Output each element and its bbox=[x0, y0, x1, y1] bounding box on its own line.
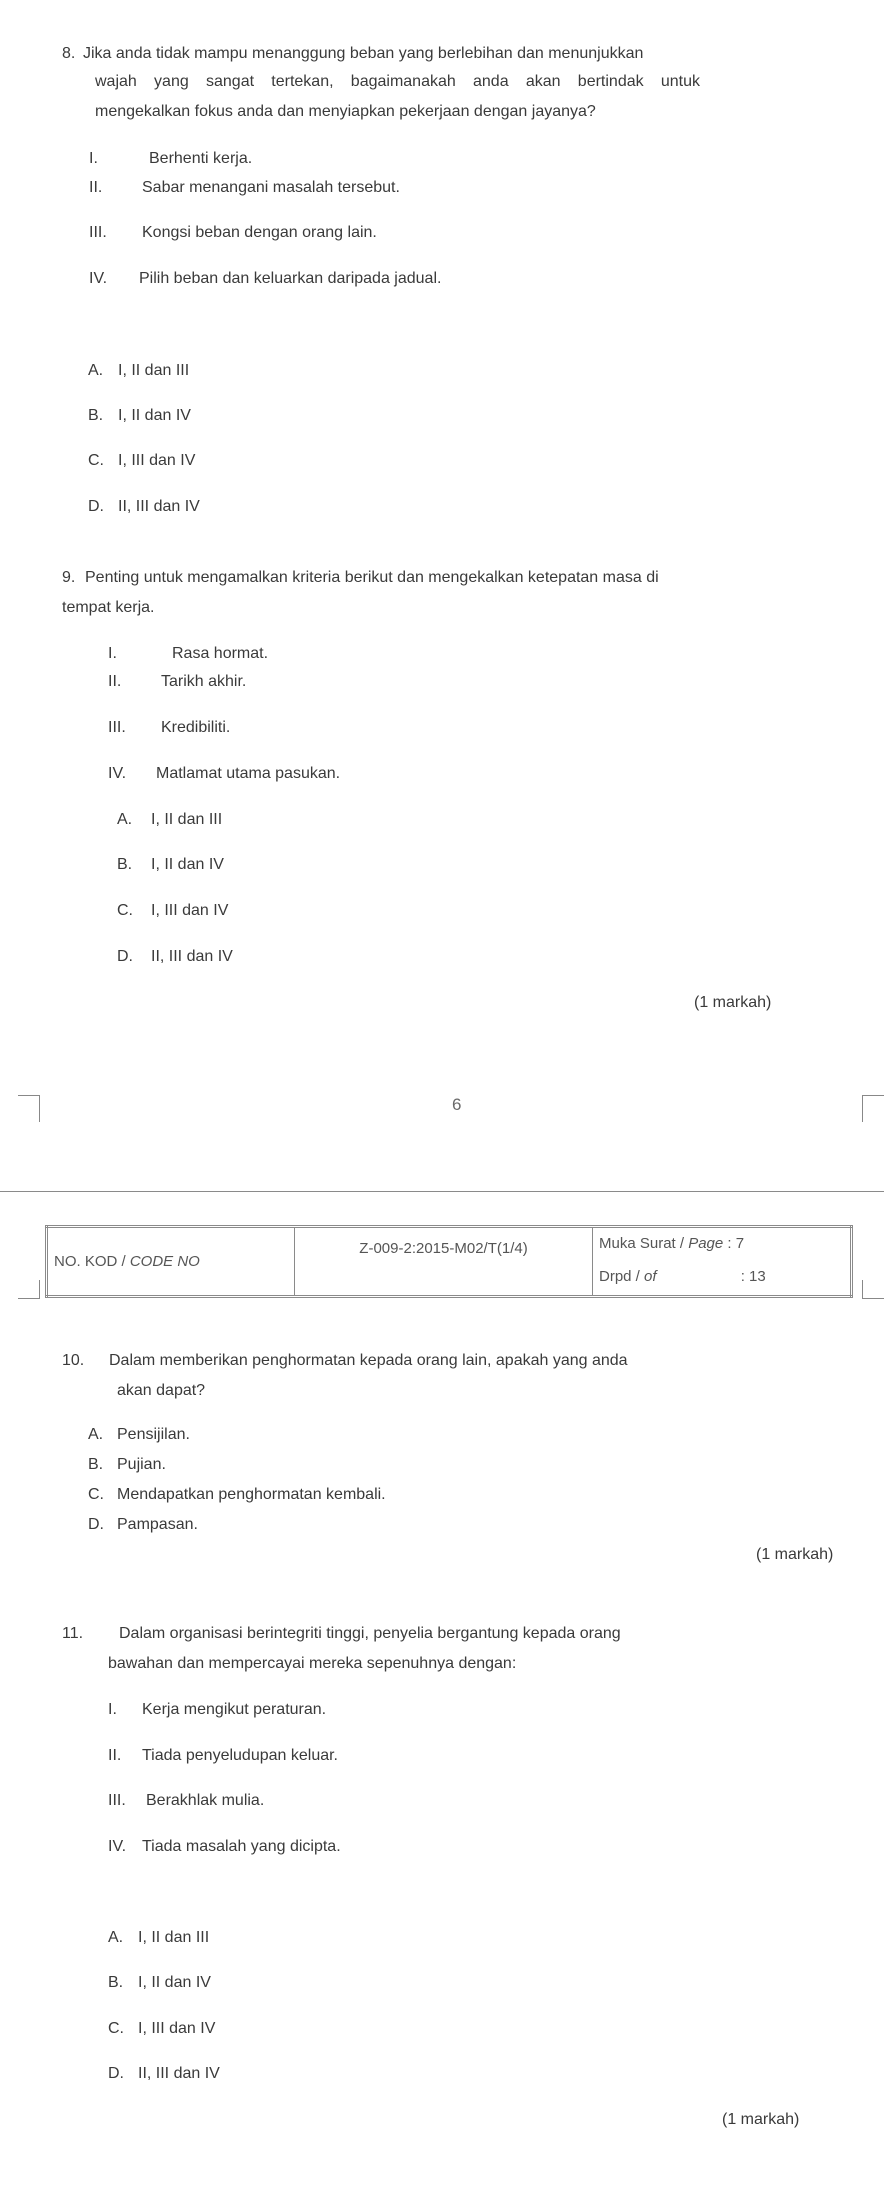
option-letter: C. bbox=[88, 1486, 104, 1503]
option-letter: D. bbox=[88, 1516, 104, 1533]
option-text: Pensijilan. bbox=[117, 1426, 190, 1443]
page-label: Muka Surat / bbox=[599, 1234, 689, 1252]
item-text: Berhenti kerja. bbox=[149, 150, 253, 167]
option-letter: A. bbox=[88, 362, 104, 379]
question-number: 9. bbox=[62, 569, 76, 586]
option-text: I, II dan III bbox=[118, 362, 190, 379]
item-text: Tarikh akhir. bbox=[161, 673, 247, 690]
code-label: NO. KOD / bbox=[54, 1253, 130, 1270]
code-label-en: CODE NO bbox=[129, 1253, 200, 1270]
item-number: III. bbox=[108, 1792, 126, 1809]
item-number: I. bbox=[89, 150, 98, 167]
item-text: Matlamat utama pasukan. bbox=[156, 765, 341, 782]
crop-mark-top-left bbox=[18, 1095, 40, 1122]
option-letter: B. bbox=[108, 1974, 124, 1991]
option-letter: B. bbox=[88, 407, 104, 424]
item-text: Kongsi beban dengan orang lain. bbox=[142, 224, 377, 241]
question-number: 10. bbox=[62, 1352, 85, 1369]
item-text: Kredibiliti. bbox=[161, 719, 231, 736]
option-text: Mendapatkan penghormatan kembali. bbox=[117, 1486, 386, 1503]
item-number: II. bbox=[108, 673, 122, 690]
option-letter: C. bbox=[117, 902, 133, 919]
question-line: Penting untuk mengamalkan kriteria berikut dan mengekalkan ketepatan masa di bbox=[85, 569, 659, 586]
item-text: Rasa hormat. bbox=[172, 645, 269, 662]
crop-mark-bottom-right bbox=[862, 1280, 884, 1299]
item-number: III. bbox=[108, 719, 126, 736]
code-value: Z-009-2:2015-M02/T(1/4) bbox=[359, 1240, 528, 1257]
item-number: I. bbox=[108, 645, 117, 662]
item-number: II. bbox=[89, 179, 103, 196]
code-label-cell bbox=[47, 1227, 295, 1297]
header-table bbox=[45, 1225, 853, 1298]
question-line: Dalam organisasi berintegriti tinggi, penyelia bergantung kepada orang bbox=[119, 1625, 621, 1642]
option-letter: D. bbox=[117, 948, 133, 965]
question-line: wajah yang sangat tertekan, bagaimanakah anda akan bertindak untuk bbox=[95, 73, 700, 90]
option-text: Pujian. bbox=[117, 1456, 166, 1473]
option-text: I, II dan IV bbox=[118, 407, 191, 424]
question-line: Dalam memberikan penghormatan kepada orang lain, apakah yang anda bbox=[109, 1352, 628, 1369]
page-cell bbox=[593, 1227, 852, 1259]
option-letter: C. bbox=[108, 2020, 124, 2037]
option-text: I, II dan III bbox=[138, 1929, 210, 1946]
option-text: II, III dan IV bbox=[151, 948, 233, 965]
option-text: I, III dan IV bbox=[151, 902, 229, 919]
question-line: bawahan dan mempercayai mereka sepenuhnya dengan: bbox=[108, 1655, 517, 1672]
page-value: : 7 bbox=[727, 1234, 745, 1252]
option-text: I, II dan III bbox=[151, 811, 223, 828]
marks-label: (1 markah) bbox=[722, 2111, 800, 2128]
option-letter: A. bbox=[88, 1426, 104, 1443]
option-letter: D. bbox=[108, 2065, 124, 2082]
of-value: : 13 bbox=[740, 1268, 766, 1285]
option-letter: C. bbox=[88, 452, 104, 469]
option-text: II, III dan IV bbox=[138, 2065, 220, 2082]
crop-mark-top-right bbox=[862, 1095, 884, 1122]
code-value-cell bbox=[295, 1227, 593, 1297]
crop-mark-bottom-left bbox=[18, 1280, 40, 1299]
item-text: Tiada masalah yang dicipta. bbox=[142, 1838, 341, 1855]
page-label-en: Page bbox=[688, 1234, 724, 1252]
question-line: akan dapat? bbox=[117, 1382, 206, 1399]
marks-label: (1 markah) bbox=[756, 1546, 834, 1563]
option-text: I, III dan IV bbox=[138, 2020, 216, 2037]
option-text: Pampasan. bbox=[117, 1516, 198, 1533]
item-text: Pilih beban dan keluarkan daripada jadual. bbox=[139, 270, 442, 287]
of-cell bbox=[593, 1258, 852, 1297]
option-text: I, III dan IV bbox=[118, 452, 196, 469]
option-letter: D. bbox=[88, 498, 104, 515]
option-letter: B. bbox=[88, 1456, 104, 1473]
question-text bbox=[83, 43, 700, 65]
item-number: I. bbox=[108, 1701, 117, 1718]
question-number: 8. bbox=[62, 45, 76, 62]
item-text: Tiada penyeludupan keluar. bbox=[142, 1747, 338, 1764]
item-text: Sabar menangani masalah tersebut. bbox=[142, 179, 400, 196]
item-number: IV. bbox=[108, 1838, 127, 1855]
item-text: Berakhlak mulia. bbox=[146, 1792, 265, 1809]
option-letter: A. bbox=[117, 811, 133, 828]
item-text: Kerja mengikut peraturan. bbox=[142, 1701, 327, 1718]
marks-label: (1 markah) bbox=[694, 994, 772, 1011]
item-number: III. bbox=[89, 224, 107, 241]
option-text: I, II dan IV bbox=[138, 1974, 211, 1991]
of-label: Drpd / bbox=[599, 1268, 645, 1285]
item-number: IV. bbox=[108, 765, 127, 782]
item-number: II. bbox=[108, 1747, 122, 1764]
option-letter: B. bbox=[117, 856, 133, 873]
question-line: Jika anda tidak mampu menanggung beban yang berlebihan dan menunjukkan bbox=[83, 45, 644, 62]
option-text: II, III dan IV bbox=[118, 498, 200, 515]
question-line: mengekalkan fokus anda dan menyiapkan pekerjaan dengan jayanya? bbox=[95, 103, 596, 120]
page-divider bbox=[0, 1191, 884, 1192]
option-text: I, II dan IV bbox=[151, 856, 224, 873]
question-number: 11. bbox=[62, 1625, 84, 1642]
page-number: 6 bbox=[452, 1095, 462, 1114]
of-label-en: of bbox=[644, 1268, 657, 1285]
option-letter: A. bbox=[108, 1929, 124, 1946]
question-line: tempat kerja. bbox=[62, 599, 155, 616]
item-number: IV. bbox=[89, 270, 108, 287]
